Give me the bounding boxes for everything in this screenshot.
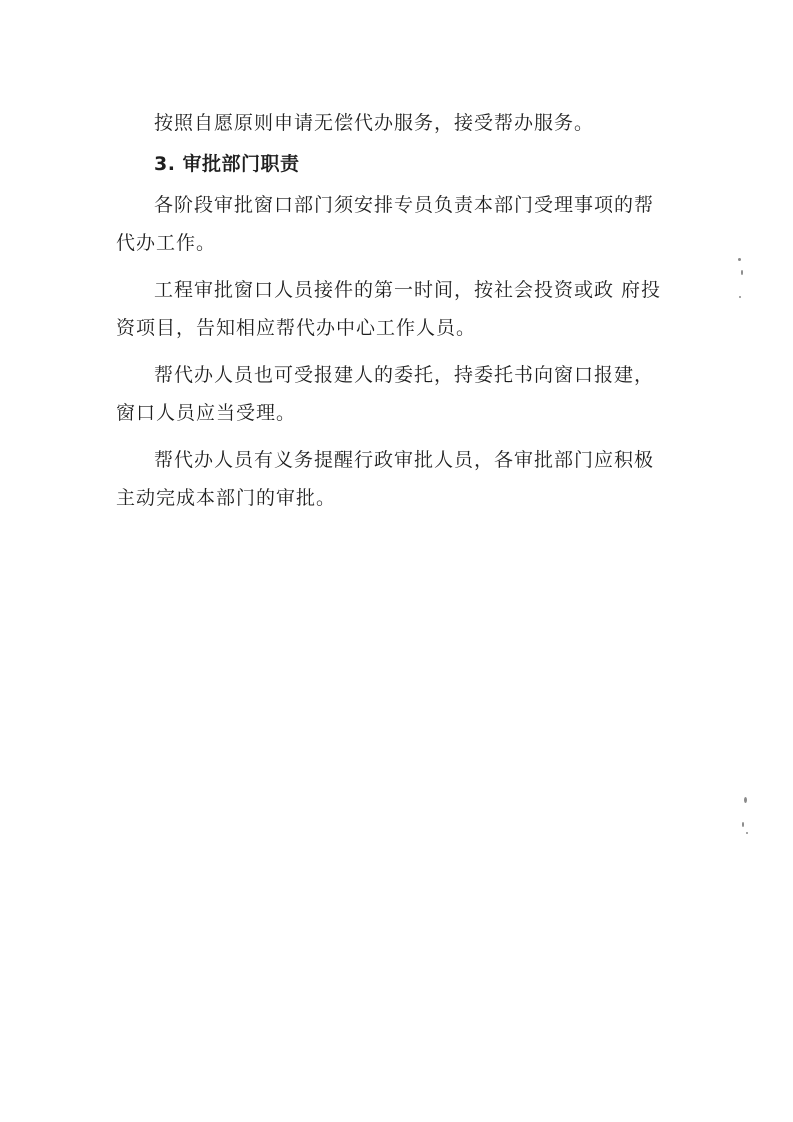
paragraph-entrustment: [116, 356, 672, 432]
scan-speck: [738, 258, 741, 261]
scan-speck: [744, 797, 747, 803]
document-body: [116, 104, 672, 526]
paragraph-dept-staff: [116, 186, 672, 262]
text-line: 窗口人员应当受理。: [116, 402, 297, 424]
paragraph-reminder: [116, 441, 672, 517]
text-line: 投资项目，告知相应帮代办中心工作人员。: [116, 279, 662, 339]
text-line: 各阶段审批窗口部门须安排专员负责本部门受理事项的: [154, 194, 635, 216]
text-line: 按照自愿原则申请无偿代办服务，接受帮办服务。: [154, 112, 595, 134]
scan-speck: [742, 822, 744, 827]
scan-speck: [739, 296, 741, 298]
paragraph-window-intake: [116, 271, 672, 347]
scan-speck: [741, 270, 743, 275]
text-line: 工程审批窗口人员接件的第一时间，按社会投资或政 府: [154, 279, 642, 301]
paragraph-continuation: [116, 104, 672, 142]
text-line: 帮代办人员也可受报建人的委托，持委托书向窗口报建，: [154, 364, 655, 386]
text-line: 帮代办人员有义务提醒行政审批人员，各审批部门应积: [154, 449, 635, 471]
section-heading: 3. 审批部门职责: [154, 153, 300, 175]
text-line: 极主动完成本部门的审批。: [116, 449, 655, 509]
text-line: 帮代办工作。: [116, 194, 655, 254]
scan-speck: [746, 832, 748, 834]
